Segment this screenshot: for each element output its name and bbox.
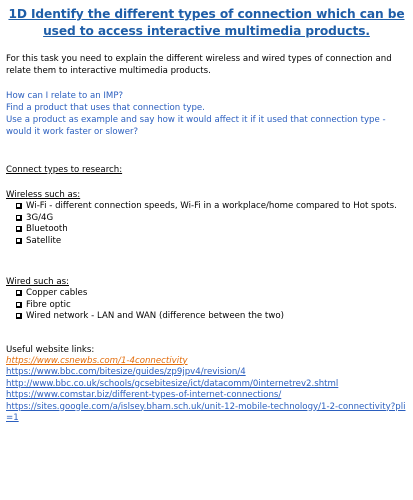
spacer bbox=[6, 176, 407, 189]
checkbox-icon bbox=[16, 226, 22, 232]
list-item bbox=[16, 201, 407, 213]
spacer bbox=[6, 138, 407, 164]
link-csnewbs[interactable]: https://www.csnewbs.com/1-4connectivity bbox=[6, 355, 188, 366]
link-comstar[interactable]: https://www.comstar.biz/different-types-of-internet-connections/ bbox=[6, 390, 282, 400]
checkbox-icon bbox=[16, 215, 22, 221]
list-item bbox=[16, 213, 407, 225]
imp-line-find: Find a product that uses that connection type. bbox=[6, 103, 205, 113]
wired-item-network: Wired network - LAN and WAN (difference between the two) bbox=[26, 311, 284, 321]
wired-item-copper: Copper cables bbox=[26, 288, 88, 298]
imp-line-example: Use a product as example and say how it would affect it if it used that connection type - would it work faster or slower? bbox=[6, 115, 386, 137]
list-item bbox=[16, 236, 407, 248]
checkbox-icon bbox=[16, 290, 22, 296]
checkbox-icon bbox=[16, 203, 22, 209]
checkbox-icon bbox=[16, 313, 22, 319]
wireless-heading: Wireless such as: bbox=[6, 190, 81, 200]
checkbox-icon bbox=[16, 238, 22, 244]
link-bbc-schools[interactable]: http://www.bbc.co.uk/schools/gcsebitesize/ict/datacomm/0internetrev2.shtml bbox=[6, 378, 339, 389]
links-heading: Useful website links: bbox=[6, 344, 95, 355]
wireless-item-3g4g: 3G/4G bbox=[26, 212, 54, 223]
checkbox-icon bbox=[16, 302, 22, 308]
wireless-list bbox=[6, 201, 407, 247]
wireless-item-satellite: Satellite bbox=[26, 235, 62, 246]
list-item bbox=[16, 224, 407, 236]
wired-list bbox=[6, 288, 407, 323]
wired-heading: Wired such as: bbox=[6, 277, 69, 287]
research-heading: Connect types to research: bbox=[6, 165, 123, 175]
spacer bbox=[6, 323, 407, 344]
wireless-item-wifi: Wi-Fi - different connection speeds, Wi-Fi in a workplace/home compared to Hot spots. bbox=[26, 201, 397, 211]
imp-heading: How can I relate to an IMP? bbox=[6, 91, 124, 101]
list-item bbox=[16, 311, 407, 323]
wireless-item-bluetooth: Bluetooth bbox=[26, 224, 68, 234]
link-google-sites[interactable]: https://sites.google.com/a/islsey.bham.sch.uk/unit-12-mobile-technology/1-2-connectivity?pli=1 bbox=[6, 401, 406, 423]
wired-item-fibre: Fibre optic bbox=[26, 299, 71, 310]
spacer bbox=[6, 247, 407, 276]
list-item bbox=[16, 300, 407, 312]
link-bbc-bitesize-guide[interactable]: https://www.bbc.com/bitesize/guides/zp9jpv4/revision/4 bbox=[6, 367, 246, 377]
list-item bbox=[16, 288, 407, 300]
spacer bbox=[6, 77, 407, 90]
page-title: 1D Identify the different types of connection which can be used to access interactive multimedia products. bbox=[8, 7, 405, 38]
intro-paragraph: For this task you need to explain the different wireless and wired types of connection and relate them to interactive multimedia products. bbox=[6, 54, 392, 76]
